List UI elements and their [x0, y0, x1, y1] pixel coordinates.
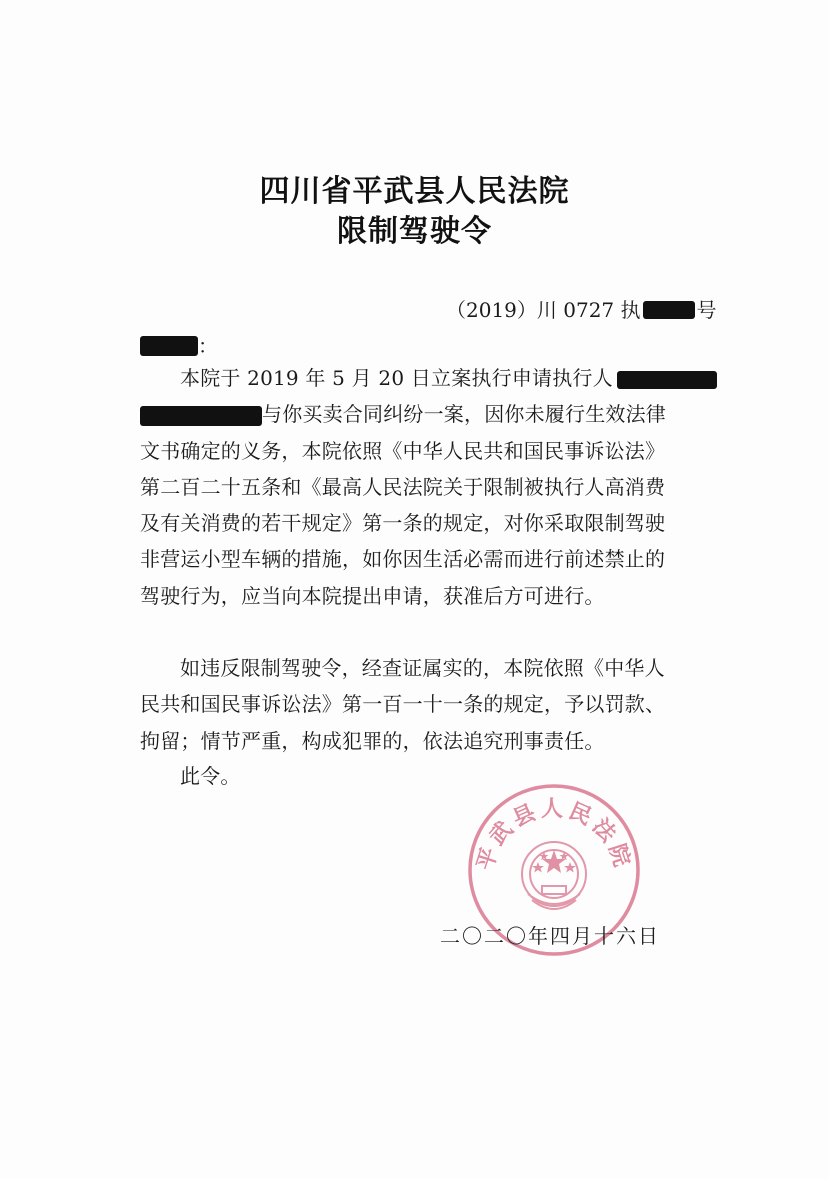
- svg-text:平武县人民法院: [472, 796, 636, 873]
- case-number: [446, 294, 717, 323]
- seal-text: 平武县人民法院: [471, 796, 637, 874]
- redaction-mark: [617, 371, 717, 389]
- order-title: 限制驾驶令: [337, 214, 492, 249]
- body-text: 第二百二十五条和《最高人民法院关于限制被执行人高消费: [140, 474, 666, 499]
- body-paragraph-3: [140, 758, 710, 794]
- body-paragraph-1: [140, 360, 710, 614]
- case-number-prefix: （2019）川 0727 执: [446, 298, 641, 322]
- addressee: [140, 330, 218, 360]
- body-text: 民共和国民事诉讼法》第一百一十一条的规定，予以罚款、: [140, 692, 666, 717]
- body-text: 拘留；情节严重，构成犯罪的，依法追究刑事责任。: [140, 728, 605, 753]
- body-text: 与你买卖合同纠纷一案，因你未履行生效法律: [262, 402, 666, 427]
- body-text: 本院于 2019 年 5 月 20 日立案执行申请执行人: [180, 366, 613, 390]
- redaction-mark: [140, 336, 198, 356]
- court-name-title: 四川省平武县人民法院: [259, 174, 570, 209]
- addressee-colon: ：: [198, 334, 218, 358]
- body-text: 及有关消费的若干规定》第一条的规定，对你采取限制驾驶: [140, 511, 666, 536]
- case-number-suffix: 号: [696, 298, 717, 322]
- closing-text: 此令。: [180, 764, 241, 788]
- body-text: 如违反限制驾驶令，经查证属实的，本院依照《中华人: [180, 656, 665, 680]
- issue-date: 二〇二〇年四月十六日: [440, 924, 660, 948]
- redaction-mark: [140, 406, 262, 426]
- body-text: 驾驶行为，应当向本院提出申请，获准后方可进行。: [140, 583, 605, 608]
- body-text: 非营运小型车辆的措施，如你因生活必需而进行前述禁止的: [140, 547, 666, 572]
- body-text: 文书确定的义务，本院依照《中华人民共和国民事诉讼法》: [140, 438, 666, 463]
- body-paragraph-2: [140, 650, 710, 759]
- redaction-mark: [643, 301, 695, 319]
